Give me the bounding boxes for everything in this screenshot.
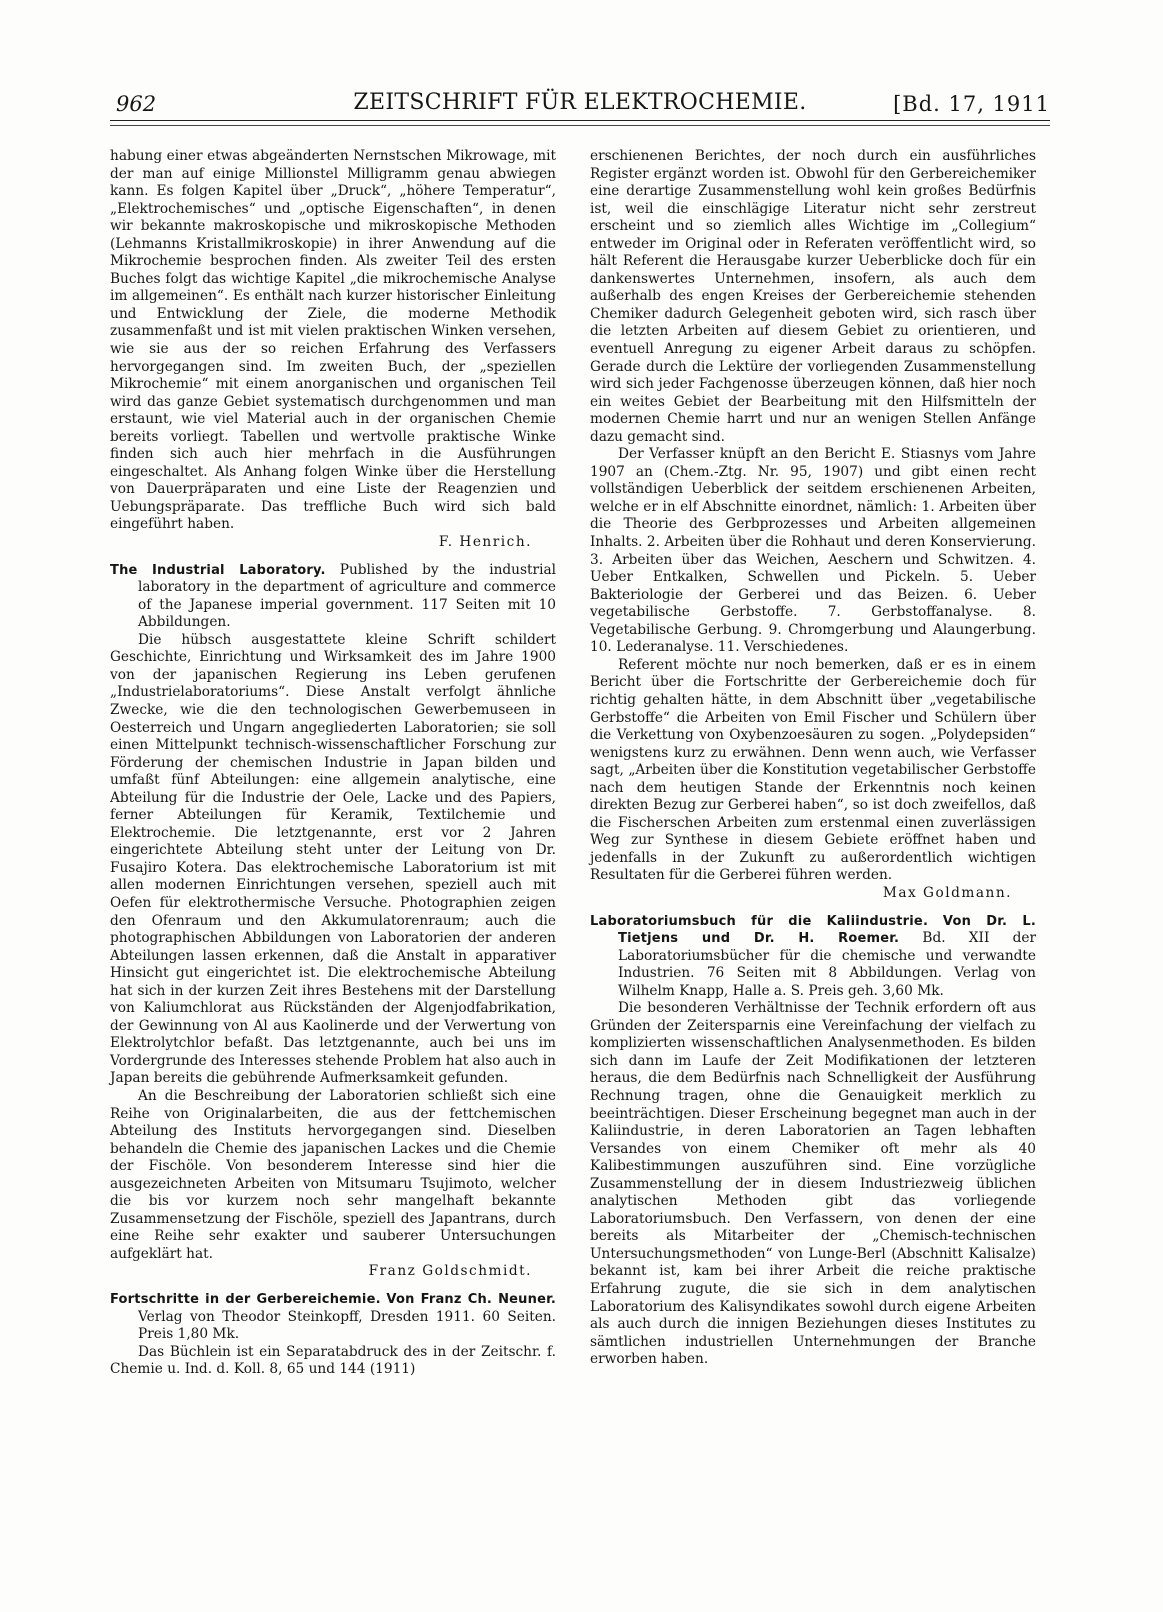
left-column [110, 148, 556, 1379]
review3-signature: Max Goldmann. [882, 884, 1012, 901]
review4-title: Laboratoriumsbuch für die Kaliindustrie. [590, 913, 929, 929]
right-column [590, 148, 1036, 1369]
review3-biblio: Verlag von Theodor Steinkopff, Dresden 1911. 60 Seiten. Preis 1,80 Mk. [138, 1308, 556, 1343]
review1-signature: F. Henrich. [438, 534, 532, 551]
page-number: 962 [116, 92, 157, 116]
volume-info: [Bd. 17, 1911 [893, 92, 1050, 116]
review3-author: Von Franz Ch. Neuner. [386, 1292, 556, 1307]
review4-author: Von Dr. L. Tietjens und Dr. H. Roemer. [618, 913, 1036, 947]
review3-paragraph-3: Referent möchte nur noch bemerken, daß er es in einem Bericht über die Fortschritte der Gerbereichemie doch für richtig gehalten hätte, in dem Abschnitt über „vegetabilische Gerbstoffe“ die Arbeiten von Emil Fischer und Schülern über die Verkettung von Oxybenzoesäuren zu sogen. „Polydepsiden“ wenigstens kurz zu erwähnen. Denn wenn auch, wie Verfasser sagt, „Arbeiten über die Konstitution vegetabilischer Gerbstoffe nach dem heutigen Stande der Erkenntnis noch keinen direkten Bezug zur Gerberei haben“, so ist doch zweifellos, daß die Fischerschen Arbeiten zum erstenmal einen zuverlässigen Weg zur Synthese in diesem Gebiete eröffnet haben und jedenfalls in der Zukunft zu außerordentlich wichtigen Resultaten für die Gerberei führen werden. [590, 656, 1036, 884]
review2-paragraph-2: An die Beschreibung der Laboratorien schließt sich eine Reihe von Originalarbeiten, die aus der fettchemischen Abteilung des Instituts hervorgegangen sind. Dieselben behandeln die Chemie des japanischen Lackes und die Chemie der Fischöle. Von besonderem Interesse sind hier die ausgezeichneten Arbeiten von Mitsumaru Tsujimoto, welcher die bis vor kurzem noch sehr mangelhaft bekannte Zusammensetzung der Fischöle, speziell des Japantrans, durch eine Reihe sehr exakter und sauberer Untersuchungen aufgeklärt hat. [110, 1087, 556, 1262]
review3-paragraph-1: Das Büchlein ist ein Separatabdruck des in der Zeitschr. f. Chemie u. Ind. d. Koll. 8, 65 und 144 (1911) [110, 1343, 556, 1378]
review4-biblio: Bd. XII der Laboratoriumsbücher für die chemische und verwandte Industrien. 76 Seiten mit 8 Abbildungen. Verlag von Wilhelm Knapp, Halle a. S. Preis geh. 3,60 Mk. [618, 930, 1036, 999]
review4-heading [590, 913, 1036, 1001]
review2-title: The Industrial Laboratory. [110, 562, 326, 578]
review2-heading [110, 562, 556, 632]
review3-paragraph-2: Der Verfasser knüpft an den Bericht E. Stiasnys vom Jahre 1907 an (Chem.-Ztg. Nr. 95, 1907) und gibt einen recht vollständigen Ueberblick der seitdem erschienenen Arbeiten, welche er in elf Abschnitte einordnet, nämlich: 1. Arbeiten über die Theorie des Gerbprozesses und Arbeiten allgemeinen Inhalts. 2. Arbeiten über die Rohhaut und deren Konservierung. 3. Arbeiten über das Weichen, Aeschern und Schwitzen. 4. Ueber Entkalken, Schwellen und Pickeln. 5. Ueber Bakteriologie der Gerberei und das Beizen. 6. Ueber vegetabilische Gerbstoffe. 7. Gerbstoffanalyse. 8. Vegetabilische Gerbung. 9. Chromgerbung und Alaungerbung. 10. Lederanalyse. 11. Verschiedenes. [590, 446, 1036, 656]
header-rule-bottom [110, 125, 1050, 126]
review1-body: habung einer etwas abgeänderten Nernstschen Mikrowage, mit der man auf einige Millionstel Milligramm genau abwiegen kann. Es folgen Kapitel über „Druck“, „höhere Temperatur“, „Elektrochemisches“ und „optische Eigenschaften“, in denen wir bekannte makroskopische und mikroskopische Methoden (Lehmanns Kristallmikroskopie) in ihrer Anwendung auf die Mikrochemie besprochen finden. Als zweiter Teil des ersten Buches folgt das wichtige Kapitel „die mikrochemische Analyse im allgemeinen“. Es enthält nach kurzer historischer Einleitung und Entwicklung der Ziele, die moderne Methodik zusammenfaßt und ist mit vielen praktischen Winken versehen, wie sie aus der so reichen Erfahrung des Verfassers hervorgegangen sind. Im zweiten Buch, der „speziellen Mikrochemie“ mit einem anorganischen und organischen Teil wird das ganze Gebiet systematisch durchgenommen und man erstaunt, wie viel Material auch in der organischen Chemie bereits vorliegt. Tabellen und wertvolle praktische Winke finden sich auch hier mehrfach in die Ausführungen eingeschaltet. Als Anhang folgen Winke über die Herstellung von Dauerpräparaten und eine Liste der Reagenzien und Uebungspräparate. Das treffliche Buch wird sich bald eingeführt haben. [110, 148, 556, 533]
review3-title: Fortschritte in der Gerbereichemie. [110, 1292, 381, 1307]
journal-title: ZEITSCHRIFT FÜR ELEKTROCHEMIE. [353, 90, 807, 115]
review2-signature: Franz Goldschmidt. [368, 1263, 532, 1280]
review3-heading [110, 1291, 556, 1344]
page-header [110, 88, 1050, 120]
header-rule-top [110, 120, 1050, 121]
review2-biblio: Published by the industrial laboratory in the department of agriculture and commerce of the Japanese imperial government. 117 Seiten mit 10 Abbildungen. [138, 561, 556, 631]
review4-paragraph-1: Die besonderen Verhältnisse der Technik erfordern oft aus Gründen der Zeitersparnis eine Vereinfachung der vielfach zu komplizierten wissenschaftlichen Analysenmethoden. Es bilden sich dann im Laufe der Zeit Modifikationen der letzteren heraus, die dem Bedürfnis nach Schnelligkeit der Ausführung Rechnung tragen, ohne die Genauigkeit merklich zu beeinträchtigen. Dieser Erscheinung begegnet man auch in der Kaliindustrie, in deren Laboratorien an Tagen lebhaften Versandes von einem Chemiker oft mehr als 40 Kalibestimmungen auszuführen sind. Eine vorzügliche Zusammenstellung der in diesem Industriezweig üblichen analytischen Methoden gibt das vorliegende Laboratoriumsbuch. Den Verfassern, von denen der eine bereits als Mitarbeiter der „Chemisch-technischen Untersuchungsmethoden“ von Lunge-Berl (Abschnitt Kalisalze) bekannt ist, kam bei ihrer Arbeit die reiche praktische Erfahrung zugute, die sie sich in dem analytischen Laboratorium des Kalisyndikates sowohl durch eigene Arbeiten als auch durch die innigen Beziehungen dieses Institutes zu sämtlichen industriellen Unternehmungen der Branche erworben haben. [590, 1000, 1036, 1368]
review3-paragraph-1-cont: erschienenen Berichtes, der noch durch ein ausführliches Register ergänzt worden ist. Obwohl für den Gerbereichemiker eine derartige Zusammenstellung wohl kein großes Bedürfnis ist, weil die einschlägige Literatur nicht sehr zerstreut erscheint und so ziemlich alles Wichtige im „Collegium“ entweder im Original oder in Referaten veröffentlicht wird, so hält Referent die Herausgabe kurzer Ueberblicke doch für ein dankenswertes Unternehmen, insofern, als auch dem außerhalb des engen Kreises der Gerbereichemie stehenden Chemiker dadurch Gelegenheit geboten wird, sich rasch über die letzten Arbeiten auf diesem Gebiet zu orientieren, und eventuell Anregung zu eigener Arbeit daraus zu schöpfen. Gerade durch die Lektüre der vorliegenden Zusammenstellung wird sich jeder Fachgenosse überzeugen können, daß hier noch ein weites Gebiet der Bearbeitung mit den Hilfsmitteln der modernen Chemie harrt und nur an wenigen Stellen Anfänge dazu gemacht sind. [590, 148, 1036, 445]
review2-paragraph-1: Die hübsch ausgestattete kleine Schrift schildert Geschichte, Einrichtung und Wirksamkeit des im Jahre 1900 von der japanischen Regierung ins Leben gerufenen „Industrielaboratoriums“. Diese Anstalt verfolgt ähnliche Zwecke, wie die den technologischen Gewerbemuseen in Oesterreich und Ungarn angegliederten Laboratorien; sie soll einen Mittelpunkt technisch-wissenschaftlicher Forschung zur Förderung der chemischen Industrie in Japan bilden und umfaßt fünf Abteilungen: eine allgemein analytische, eine Abteilung für die Industrie der Oele, Lacke und des Papiers, ferner Abteilungen für Keramik, Textilchemie und Elektrochemie. Die letztgenannte, erst vor 2 Jahren eingerichtete Abteilung steht unter der Leitung von Dr. Fusajiro Kotera. Das elektrochemische Laboratorium ist mit allen modernen Einrichtungen versehen, speziell auch mit Oefen für elektrothermische Versuche. Photographien zeigen den Ofenraum und den Akkumulatorenraum; auch die photographischen Abbildungen von Laboratorien der anderen Abteilungen lassen erkennen, daß die Anstalt in apparativer Hinsicht gut eingerichtet ist. Die elektrochemische Abteilung hat sich in der kurzen Zeit ihres Bestehens mit der Darstellung von Kaliumchlorat aus Rückständen der Algenjodfabrikation, der Gewinnung von Al aus Kaolinerde und der Verwertung von Elektrolytchlor befaßt. Das letztgenannte, auch bei uns im Vordergrunde des Interesses stehende Problem hat also auch in Japan bereits die gebührende Aufmerksamkeit gefunden. [110, 631, 556, 1087]
